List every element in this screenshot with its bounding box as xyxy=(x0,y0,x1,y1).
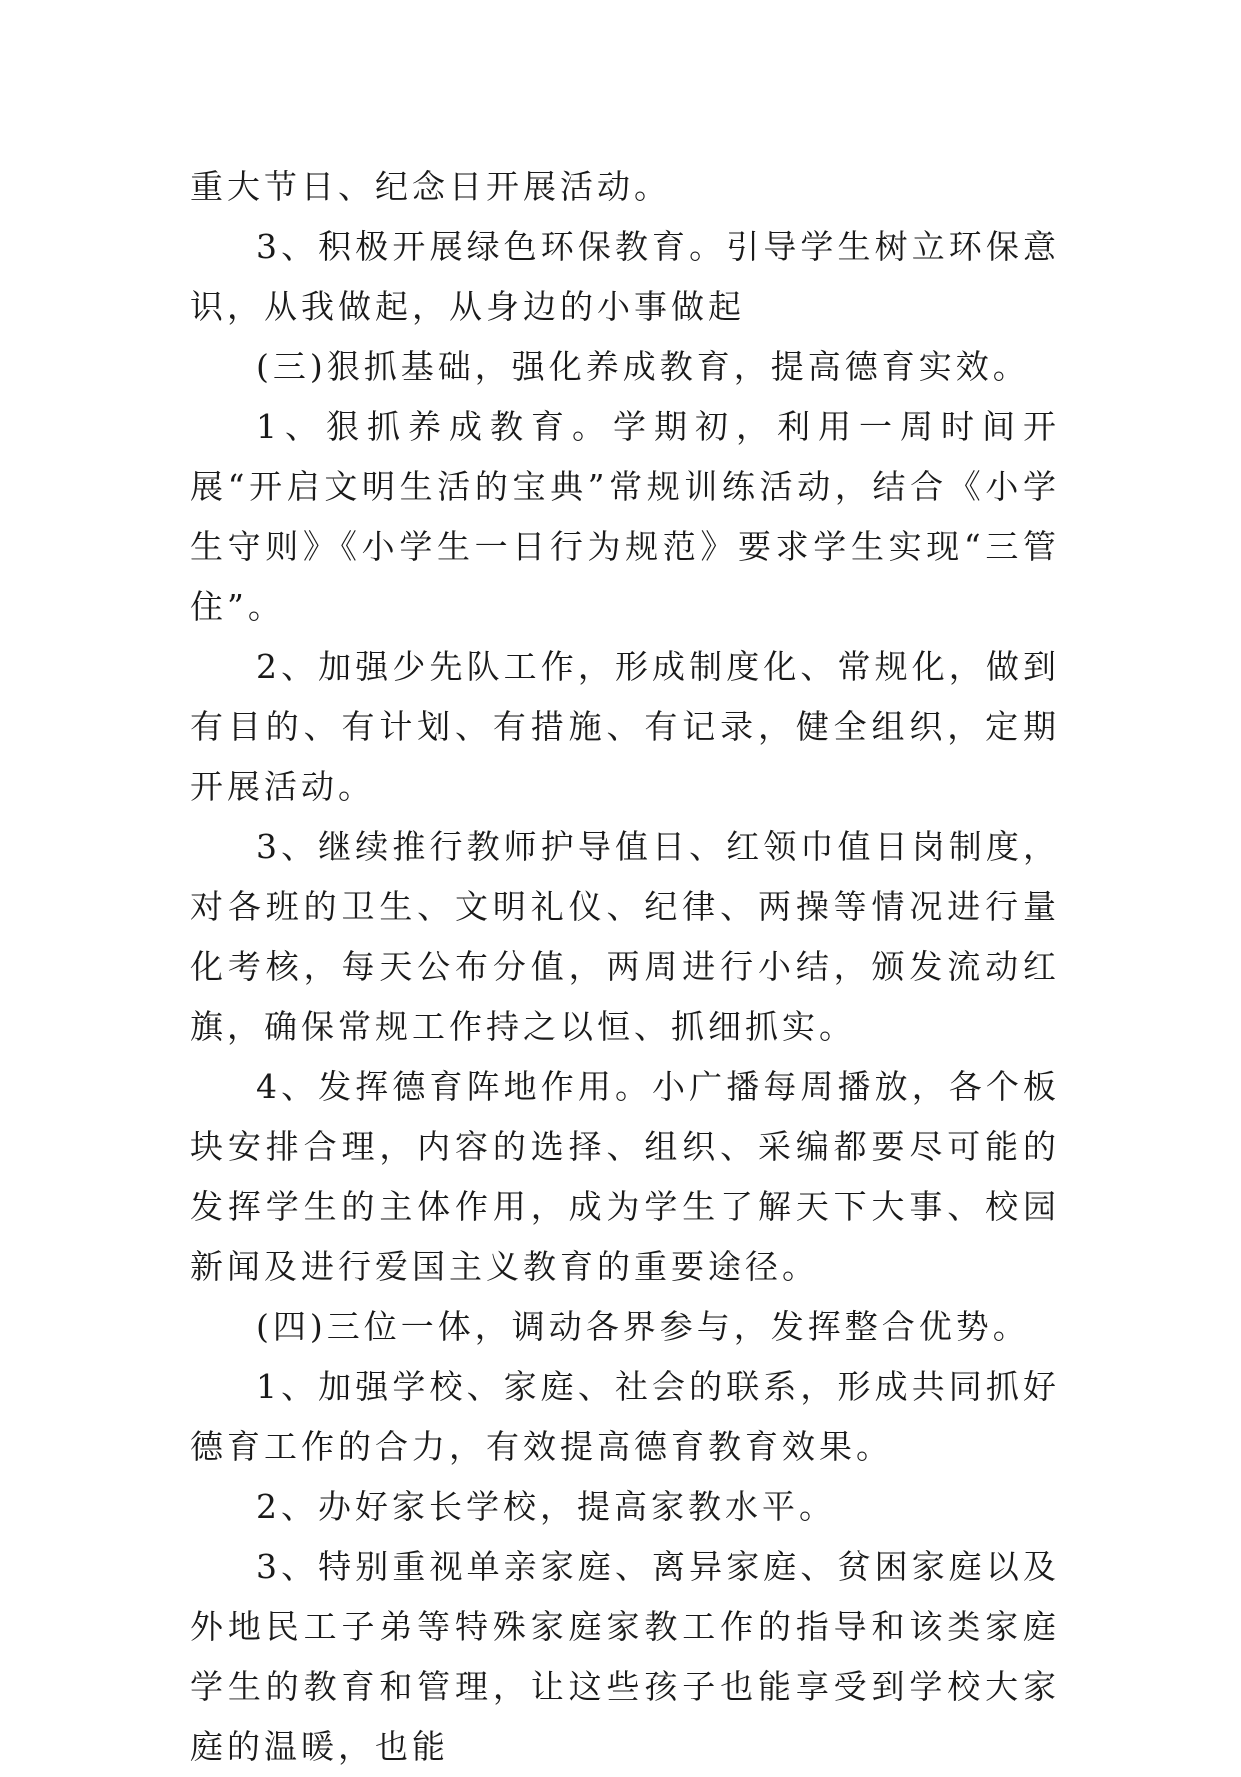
paragraph-1: 重大节日、纪念日开展活动。 xyxy=(190,167,671,206)
paragraph-11: 3、特别重视单亲家庭、离异家庭、贫困家庭以及外地民工子弟等特殊家庭家教工作的指导和该类家庭学生的教育和管理，让这些孩子也能享受到学校大家庭的温暖，也能 xyxy=(190,1547,1060,1766)
paragraph-5: 2、加强少先队工作，形成制度化、常规化，做到有目的、有计划、有措施、有记录，健全组织，定期开展活动。 xyxy=(190,647,1060,806)
document-body xyxy=(190,157,1060,1777)
paragraph-2: 3、积极开展绿色环保教育。引导学生树立环保意识，从我做起，从身边的小事做起 xyxy=(190,227,1060,326)
section-heading-3: (三)狠抓基础，强化养成教育，提高德育实效。 xyxy=(256,347,1030,386)
paragraph-7: 4、发挥德育阵地作用。小广播每周播放，各个板块安排合理，内容的选择、组织、采编都要尽可能的发挥学生的主体作用，成为学生了解天下大事、校园新闻及进行爱国主义教育的重要途径。 xyxy=(190,1067,1060,1286)
paragraph-4: 1、狠抓养成教育。学期初，利用一周时间开展“开启文明生活的宝典”常规训练活动，结合《小学生守则》《小学生一日行为规范》要求学生实现“三管住”。 xyxy=(190,407,1060,626)
paragraph-9: 1、加强学校、家庭、社会的联系，形成共同抓好德育工作的合力，有效提高德育教育效果。 xyxy=(190,1367,1060,1466)
section-heading-4: (四)三位一体，调动各界参与，发挥整合优势。 xyxy=(256,1307,1030,1346)
paragraph-6: 3、继续推行教师护导值日、红领巾值日岗制度，对各班的卫生、文明礼仪、纪律、两操等情况进行量化考核，每天公布分值，两周进行小结，颁发流动红旗，确保常规工作持之以恒、抓细抓实。 xyxy=(190,827,1060,1046)
paragraph-10: 2、办好家长学校，提高家教水平。 xyxy=(256,1487,836,1526)
